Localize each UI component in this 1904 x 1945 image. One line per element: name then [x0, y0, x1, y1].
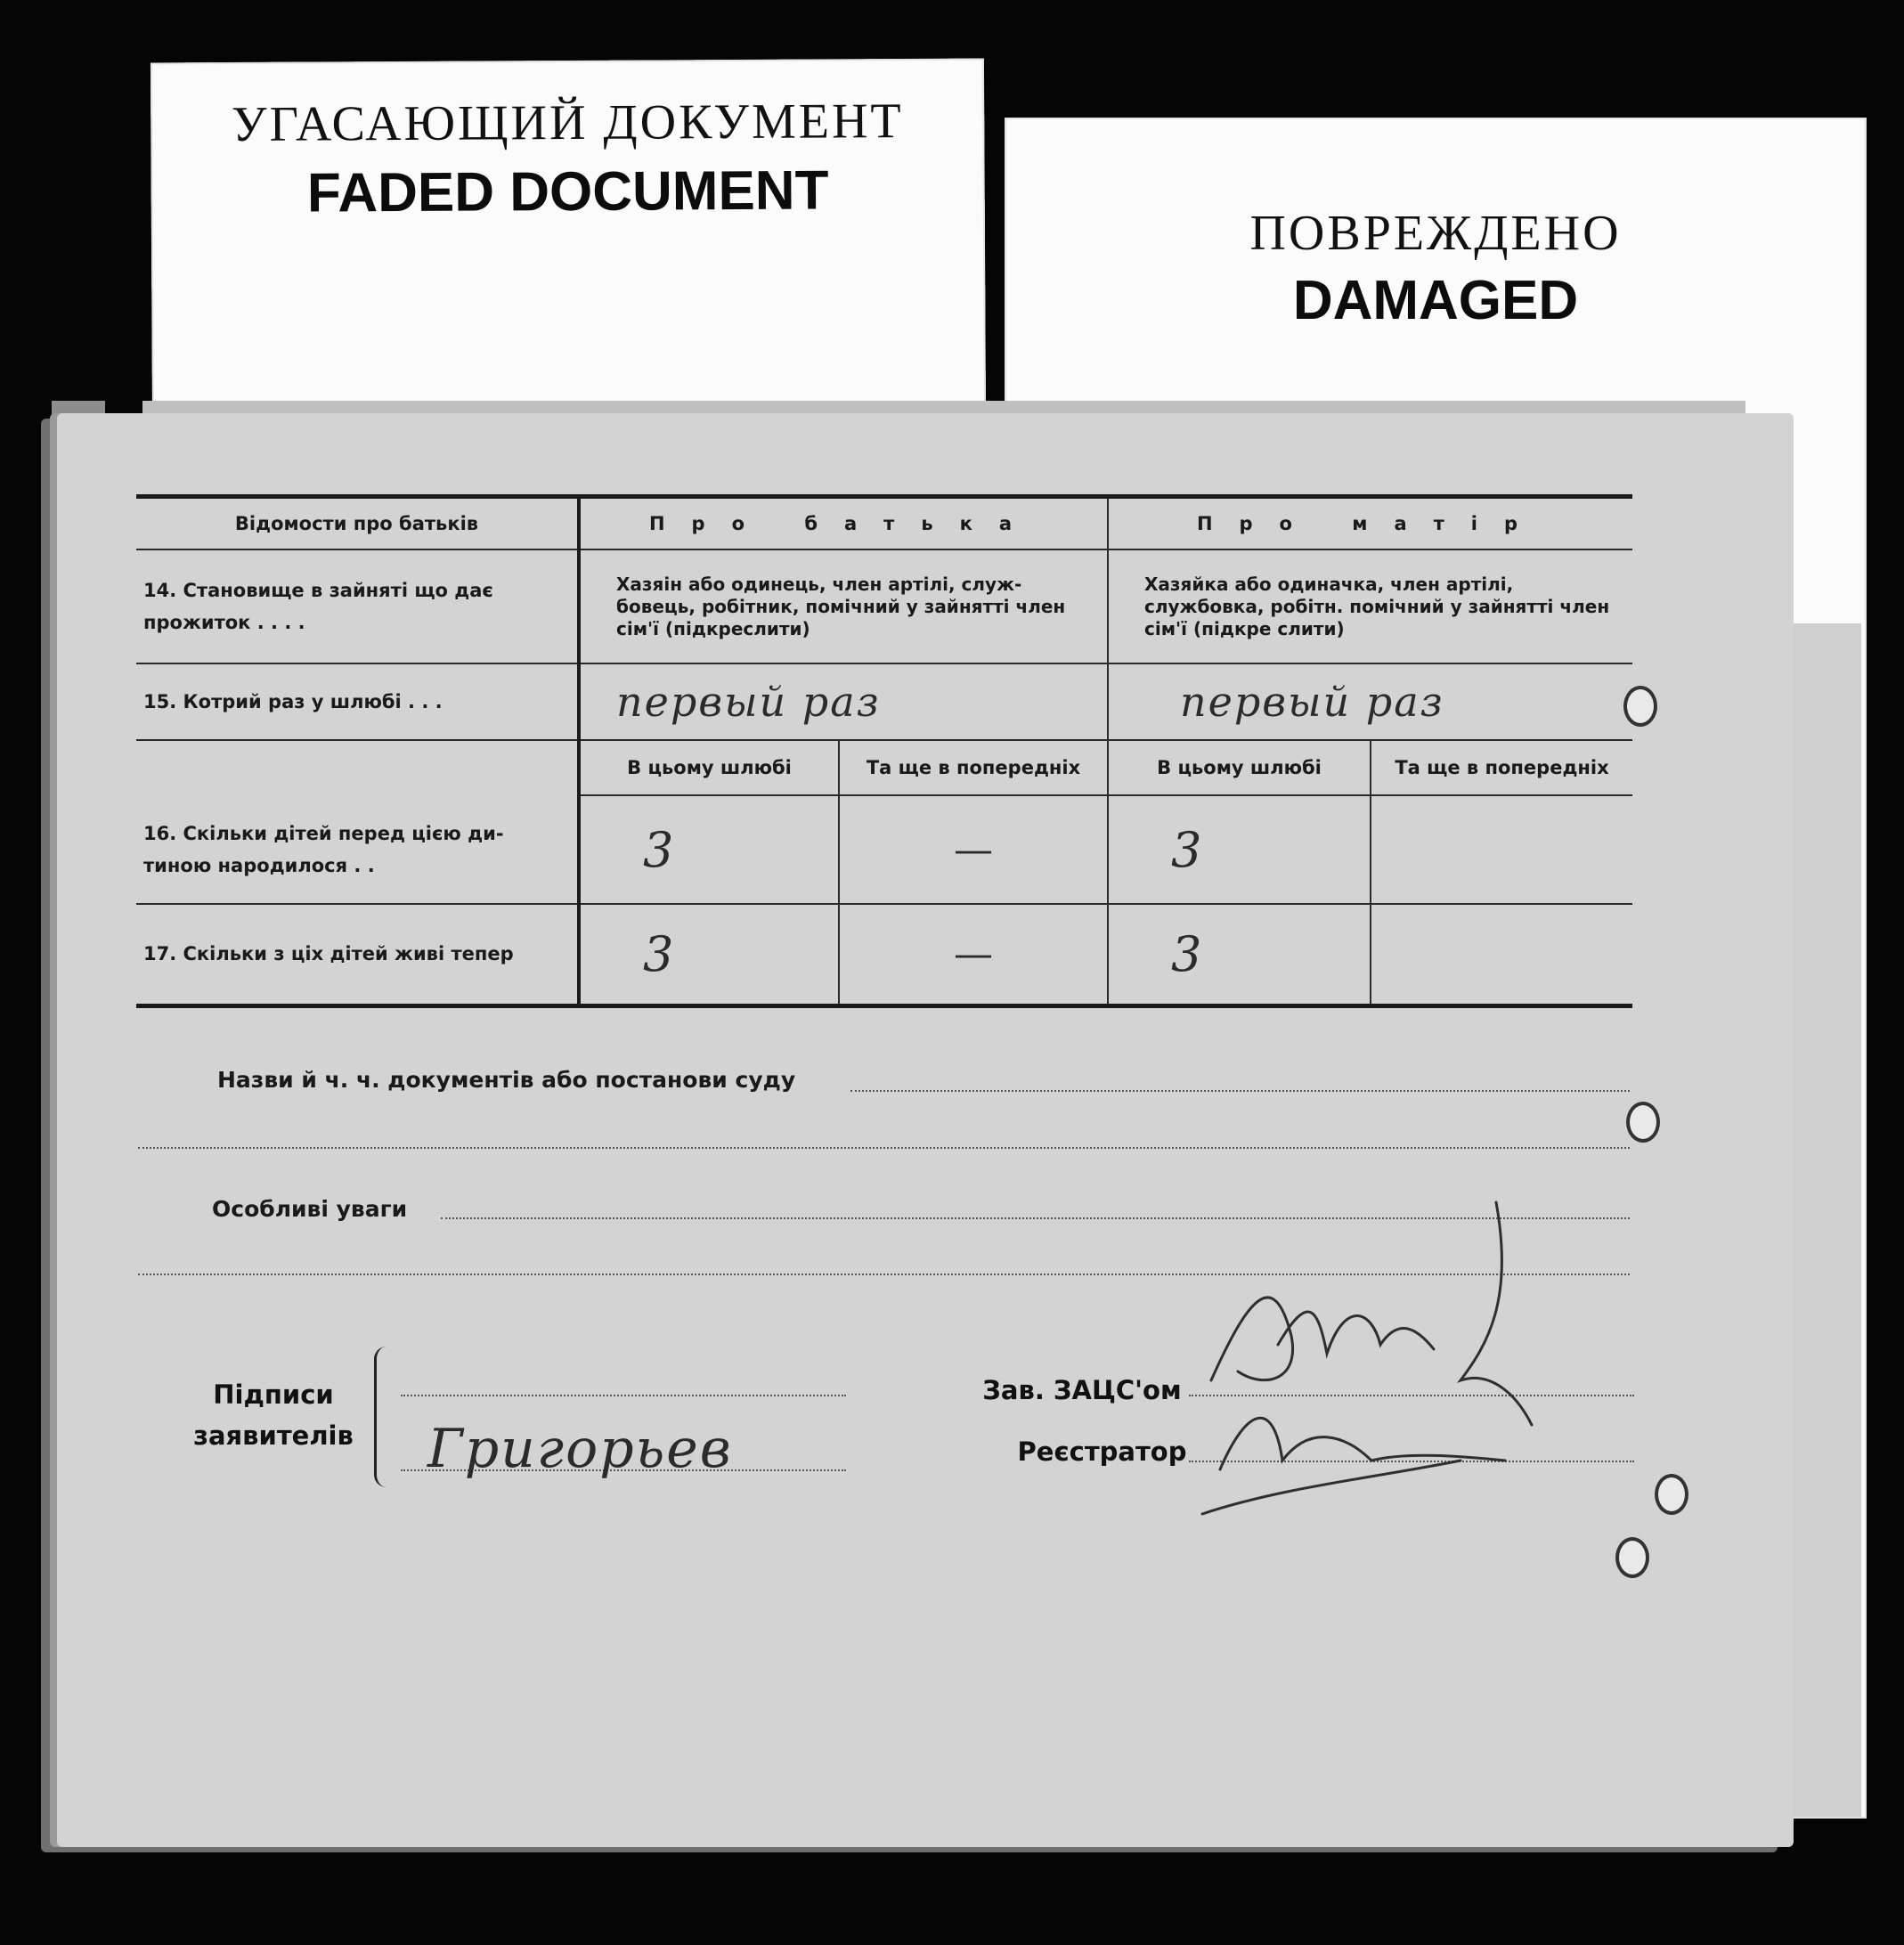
- registrar-label: Реєстратор: [1017, 1436, 1187, 1467]
- table-subheader-row: [136, 740, 1632, 795]
- damaged-label-ru: ПОВРЕЖДЕНО: [1249, 206, 1622, 261]
- faded-label-en: FADED DOCUMENT: [306, 159, 829, 224]
- signature-stroke: [1461, 1202, 1532, 1425]
- applicants-brace: [374, 1347, 389, 1487]
- applicants-label-line1: Підписи: [213, 1379, 334, 1410]
- binding-hole: [1615, 1537, 1649, 1578]
- row-17-father-previous: —: [839, 904, 1108, 1005]
- row-15-label: 15. Котрий раз у шлюбі . . .: [136, 663, 579, 740]
- row-14-father-occupation: Хазяін або одинець, член артілі, служ-бовець, робітник, помічний у зайнятті член сім'ї (підкреслити): [579, 549, 1108, 663]
- row-16-mother-this: 3: [1108, 795, 1371, 904]
- official-signatures-scribble: [1193, 1193, 1567, 1523]
- applicant-signature: Григорьев: [427, 1418, 733, 1480]
- header-father: Про батька: [579, 497, 1108, 550]
- row-17-father-this: 3: [579, 904, 839, 1005]
- sheet-top-edge: [142, 401, 1745, 413]
- binding-hole: [1623, 686, 1657, 727]
- row-15-father-value: первый раз: [579, 663, 1108, 740]
- row-14-label-line1: 14. Становище в зайняті що дає: [143, 580, 493, 601]
- applicant-sign-line-1: [401, 1395, 846, 1396]
- subheader-spacer: [136, 740, 579, 795]
- head-zags-label: Зав. ЗАЦС'ом: [982, 1375, 1182, 1405]
- signature-stroke: [1202, 1461, 1461, 1514]
- table-header-row: [136, 497, 1632, 550]
- table-row-15: [136, 663, 1632, 740]
- binding-hole: [1655, 1474, 1688, 1515]
- row-16-father-this: 3: [579, 795, 839, 904]
- signature-stroke: [1278, 1312, 1434, 1354]
- documents-label: Назви й ч. ч. документів або постанови суду: [217, 1067, 796, 1093]
- documents-dotted-line-2: [138, 1147, 1630, 1149]
- subheader-father-this: В цьому шлюбі: [579, 740, 839, 795]
- documents-dotted-line: [850, 1090, 1630, 1092]
- row-14-label: [136, 549, 579, 663]
- parents-info-table: [136, 494, 1632, 1008]
- signature-stroke: [1220, 1418, 1505, 1469]
- subheader-mother-previous: Та ще в попередніх: [1371, 740, 1632, 795]
- row-16-father-previous: —: [839, 795, 1108, 904]
- table-row-17: [136, 904, 1632, 1005]
- damaged-label-en: DAMAGED: [1292, 270, 1579, 331]
- table-row-14: [136, 549, 1632, 663]
- remarks-label: Особливі уваги: [212, 1196, 408, 1222]
- row-17-mother-previous: [1371, 904, 1632, 1005]
- row-14-mother-occupation: Хазяйка або одиначка, член артілі, службовка, робітн. помічний у зайнятті член сім'ї (підкре слити): [1108, 549, 1632, 663]
- table-row-16: [136, 795, 1632, 904]
- faded-document-card: [151, 59, 986, 430]
- header-parents-info: Відомости про батьків: [136, 497, 579, 550]
- subheader-father-previous: Та ще в попередніх: [839, 740, 1108, 795]
- binding-hole: [1626, 1102, 1660, 1143]
- row-17-mother-this: 3: [1108, 904, 1371, 1005]
- header-mother: Про матір: [1108, 497, 1632, 550]
- row-16-label: [136, 795, 579, 904]
- subheader-mother-this: В цьому шлюбі: [1108, 740, 1371, 795]
- row-16-label-line1: 16. Скільки дітей перед цією ди-: [143, 822, 504, 844]
- applicants-signature-label: [189, 1374, 358, 1456]
- row-14-label-line2: прожиток . . . .: [143, 612, 305, 633]
- applicants-label-line2: заявителів: [193, 1420, 354, 1451]
- faded-label-ru: УГАСАЮЩИЙ ДОКУМЕНТ: [231, 94, 904, 152]
- row-17-label: 17. Скільки з ціх дітей живі тепер: [136, 904, 579, 1005]
- row-16-label-line2: тиною народилося . .: [143, 854, 375, 876]
- row-16-mother-previous: [1371, 795, 1632, 904]
- row-15-mother-value: первый раз: [1108, 663, 1632, 740]
